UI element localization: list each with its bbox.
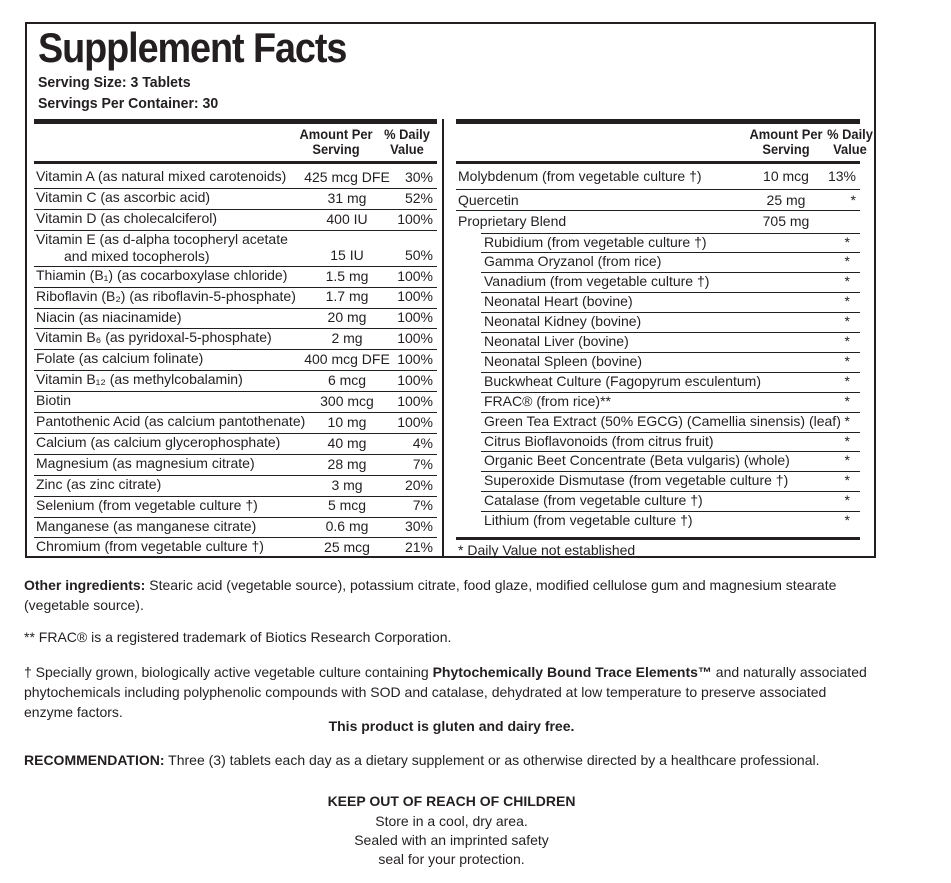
blend-ingredient-name: Lithium (from vegetable culture †) [484, 512, 693, 529]
nutrient-name: Molybdenum (from vegetable culture †) [458, 168, 702, 184]
amount-per-serving: 1.7 mg [325, 288, 369, 305]
amount-header: Amount Per Serving [299, 126, 373, 157]
table-row [34, 167, 437, 188]
daily-value: 100% [397, 413, 433, 430]
nutrient-name-line: and mixed tocopherols) [64, 247, 210, 264]
blend-item [456, 472, 860, 492]
daily-value: 20% [404, 476, 433, 493]
table-row [34, 370, 437, 391]
daily-value: 13% [827, 168, 856, 184]
blend-ingredient-name: Neonatal Liver (bovine) [484, 333, 629, 349]
blend-ingredient-name: Neonatal Spleen (bovine) [484, 352, 642, 369]
amount-per-serving: 28 mg [327, 455, 367, 472]
table-row [34, 308, 437, 329]
amount-per-serving: 40 mg [327, 434, 367, 451]
blend-item [456, 373, 860, 393]
recommendation-text: Three (3) tablets each day as a dietary supplement or as otherwise directed by a healthcare professional. [164, 752, 820, 768]
daily-value: * [844, 352, 850, 369]
row-divider [456, 210, 860, 211]
table-row [34, 475, 437, 496]
nutrient-name [36, 434, 280, 451]
amount-per-serving: 10 mcg [763, 168, 809, 184]
trace-elements-name: Phytochemically Bound Trace Elements™ [432, 664, 712, 680]
supplement-facts-panel [25, 22, 876, 558]
nutrient-name-line: Niacin (as niacinamide) [36, 308, 182, 325]
daily-value: * [844, 392, 850, 409]
blend-ingredient-name: Buckwheat Culture (Fagopyrum esculentum) [484, 372, 762, 389]
blend-item [456, 313, 860, 333]
daily-value: 50% [404, 246, 433, 263]
daily-value: * [844, 432, 850, 449]
table-row [34, 230, 437, 266]
nutrient-name-line: Zinc (as zinc citrate) [36, 475, 162, 492]
blend-ingredient-name: Gamma Oryzanol (from rice) [484, 253, 662, 270]
amount-per-serving: 10 mg [327, 413, 367, 430]
nutrient-name-line: Vitamin A (as natural mixed carotenoids) [36, 168, 287, 184]
nutrient-name [36, 168, 286, 185]
daily-value: 100% [397, 351, 433, 368]
nutrient-name [36, 309, 182, 326]
daily-value: * [850, 192, 856, 208]
other-ingredients [24, 575, 879, 615]
table-row [34, 454, 437, 475]
panel-title: Supplement Facts [38, 24, 347, 71]
nutrient-name-line: Vitamin E (as d-alpha tocopheryl acetate [36, 230, 288, 247]
daily-value: * [844, 333, 850, 349]
table-row [456, 212, 860, 232]
storage-line: seal for your protection. [378, 851, 525, 867]
blend-ingredient-name: Neonatal Kidney (bovine) [484, 313, 642, 330]
amount-per-serving: 300 mcg [320, 392, 374, 409]
servings-per-container: Servings Per Container: 30 [38, 95, 219, 112]
daily-value: 100% [397, 267, 433, 284]
nutrient-name-line: Vitamin C (as ascorbic acid) [36, 188, 211, 205]
daily-value: 100% [397, 309, 433, 326]
blend-ingredient-name: Rubidium (from vegetable culture †) [484, 233, 707, 250]
nutrient-name-line: Pantothenic Acid (as calcium pantothenate) [36, 413, 306, 429]
blend-item [456, 413, 860, 433]
thick-rule-left [34, 119, 437, 124]
table-row [456, 191, 860, 211]
daily-value: 21% [404, 539, 433, 556]
blend-item [456, 353, 860, 373]
blend-ingredient-name: Catalase (from vegetable culture †) [484, 492, 703, 509]
amount-per-serving: 25 mg [766, 192, 806, 208]
daily-value: 100% [397, 288, 433, 305]
amount-per-serving: 20 mg [327, 309, 367, 326]
amount-per-serving: 25 mcg [324, 539, 370, 556]
nutrient-name [36, 288, 296, 305]
daily-value: 100% [397, 210, 433, 227]
gluten-dairy-note: This product is gluten and dairy free. [328, 718, 575, 734]
nutrient-name-line: Manganese (as manganese citrate) [36, 517, 257, 534]
blend-item [456, 273, 860, 293]
table-row [34, 349, 437, 370]
blend-ingredient-name: Neonatal Heart (bovine) [484, 293, 633, 310]
nutrient-name-line: Chromium (from vegetable culture †) [36, 538, 264, 555]
nutrient-name [36, 413, 305, 430]
nutrient-name-line: Calcium (as calcium glycerophosphate) [36, 433, 281, 450]
nutrient-name: Quercetin [458, 192, 519, 208]
culture-note: † Specially grown, biologically active vegetable culture containing Phytochemically Bound Trace Elements™ and naturally associated phytochemicals including polyphenolic compounds with SOD and catalase, dehydrated at low temperature to preserve associated enzyme factors. [24, 664, 867, 720]
daily-value: * [844, 412, 850, 429]
nutrient-name [36, 455, 255, 472]
blend-item [456, 433, 860, 453]
daily-value: 4% [412, 434, 433, 451]
nutrient-name [36, 518, 256, 535]
nutrient-name [36, 392, 71, 409]
table-row [34, 266, 437, 287]
blend-item [456, 452, 860, 472]
daily-value: * [844, 372, 850, 389]
table-row [34, 537, 437, 558]
blend-ingredient-name: Green Tea Extract (50% EGCG) (Camellia sinensis) (leaf) [484, 412, 841, 429]
blend-item [456, 234, 860, 254]
daily-value: * [844, 472, 850, 489]
amount-per-serving: 5 mcg [327, 497, 367, 514]
table-row [34, 328, 437, 349]
amount-per-serving: 1.5 mg [325, 267, 369, 284]
nutrient-name: Proprietary Blend [458, 213, 567, 229]
daily-value: * [844, 233, 850, 250]
nutrient-name [36, 189, 210, 206]
amount-per-serving: 400 mcg DFE [304, 351, 390, 368]
nutrient-name [36, 329, 272, 346]
nutrient-name-line: Magnesium (as magnesium citrate) [36, 454, 255, 471]
blend-item [456, 512, 860, 532]
daily-value: 100% [397, 330, 433, 347]
other-ingredients-text: Stearic acid (vegetable source), potassium citrate, food glaze, modified cellulose gum and magnesium stearate (vegetable source). [24, 577, 837, 613]
daily-value-header: % Daily Value [827, 126, 873, 157]
daily-value: 30% [404, 168, 433, 185]
other-ingredients-label: Other ingredients: [24, 577, 146, 593]
blend-ingredient-name: FRAC® (from rice)** [484, 392, 611, 409]
amount-header: Amount Per Serving [749, 126, 823, 157]
daily-value-footnote: * Daily Value not established [458, 542, 636, 558]
table-row [34, 188, 437, 209]
daily-value: 7% [412, 455, 433, 472]
thick-rule-right [456, 119, 860, 124]
nutrient-name [36, 497, 258, 514]
blend-item [456, 333, 860, 353]
table-row [456, 167, 860, 187]
daily-value: * [844, 452, 850, 469]
daily-value: 52% [404, 189, 433, 206]
recommendation-label: RECOMMENDATION: [24, 752, 165, 768]
amount-per-serving: 400 IU [326, 210, 368, 227]
blend-ingredient-name: Organic Beet Concentrate (Beta vulgaris) (whole) [484, 452, 790, 469]
daily-value: 100% [397, 372, 433, 389]
table-row [34, 209, 437, 230]
recommendation [24, 750, 879, 770]
nutrient-name-line: Selenium (from vegetable culture †) [36, 496, 258, 513]
blend-item [456, 253, 860, 273]
daily-value: * [844, 253, 850, 270]
amount-per-serving: 15 IU [330, 246, 364, 263]
daily-value: 30% [404, 518, 433, 535]
table-row [34, 287, 437, 308]
nutrient-name [36, 476, 161, 493]
table-row [34, 433, 437, 454]
column-divider [442, 119, 444, 557]
amount-per-serving: 705 mg [762, 213, 810, 229]
nutrient-name-line: Biotin [36, 392, 72, 409]
amount-per-serving: 425 mcg DFE [304, 168, 390, 185]
daily-value-header: % Daily Value [384, 126, 430, 157]
blend-ingredient-name: Citrus Bioflavonoids (from citrus fruit) [484, 432, 714, 449]
amount-per-serving: 31 mg [327, 189, 367, 206]
daily-value: * [844, 293, 850, 310]
nutrient-name-line: Vitamin D (as cholecalciferol) [36, 209, 218, 226]
amount-per-serving: 3 mg [331, 476, 363, 493]
header-rule-left [34, 161, 437, 164]
nutrient-name [36, 371, 243, 388]
nutrient-name [36, 350, 203, 367]
blend-ingredient-name: Vanadium (from vegetable culture †) [484, 273, 710, 290]
table-row [34, 412, 437, 433]
amount-per-serving: 6 mcg [327, 372, 367, 389]
header-rule-right [456, 161, 860, 164]
amount-per-serving: 0.6 mg [325, 518, 369, 535]
daily-value: * [844, 313, 850, 330]
blend-ingredient-name: Superoxide Dismutase (from vegetable culture †) [484, 472, 789, 489]
row-divider [456, 189, 860, 190]
daily-value: 100% [397, 392, 433, 409]
daily-value: * [844, 512, 850, 529]
storage-line: Sealed with an imprinted safety [354, 832, 549, 848]
storage-line: Store in a cool, dry area. [375, 813, 528, 829]
nutrient-name-line: Folate (as calcium folinate) [36, 350, 204, 367]
nutrient-name-line: Vitamin B₆ (as pyridoxal-5-phosphate) [36, 329, 272, 346]
table-row [34, 391, 437, 412]
table-row [34, 517, 437, 538]
blend-item [456, 293, 860, 313]
amount-per-serving: 2 mg [331, 330, 363, 347]
nutrient-name [36, 538, 264, 555]
table-row [34, 496, 437, 517]
blend-item [456, 393, 860, 413]
nutrient-name-line: Vitamin B₁₂ (as methylcobalamin) [36, 371, 243, 388]
nutrient-name [36, 231, 288, 265]
nutrient-name-line: Thiamin (B₁) (as cocarboxylase chloride) [36, 266, 288, 283]
nutrient-name [36, 267, 287, 284]
blend-item [456, 492, 860, 512]
daily-value: * [844, 492, 850, 509]
daily-value: 7% [412, 497, 433, 514]
frac-note: ** FRAC® is a registered trademark of Biotics Research Corporation. [24, 629, 452, 645]
footnote-rule [456, 537, 860, 540]
nutrient-name-line: Riboflavin (B₂) (as riboflavin-5-phosphate) [36, 287, 296, 304]
nutrient-name [36, 210, 217, 227]
daily-value: * [844, 273, 850, 290]
serving-size: Serving Size: 3 Tablets [38, 74, 191, 91]
keep-out-warning: KEEP OUT OF REACH OF CHILDREN [327, 793, 576, 809]
